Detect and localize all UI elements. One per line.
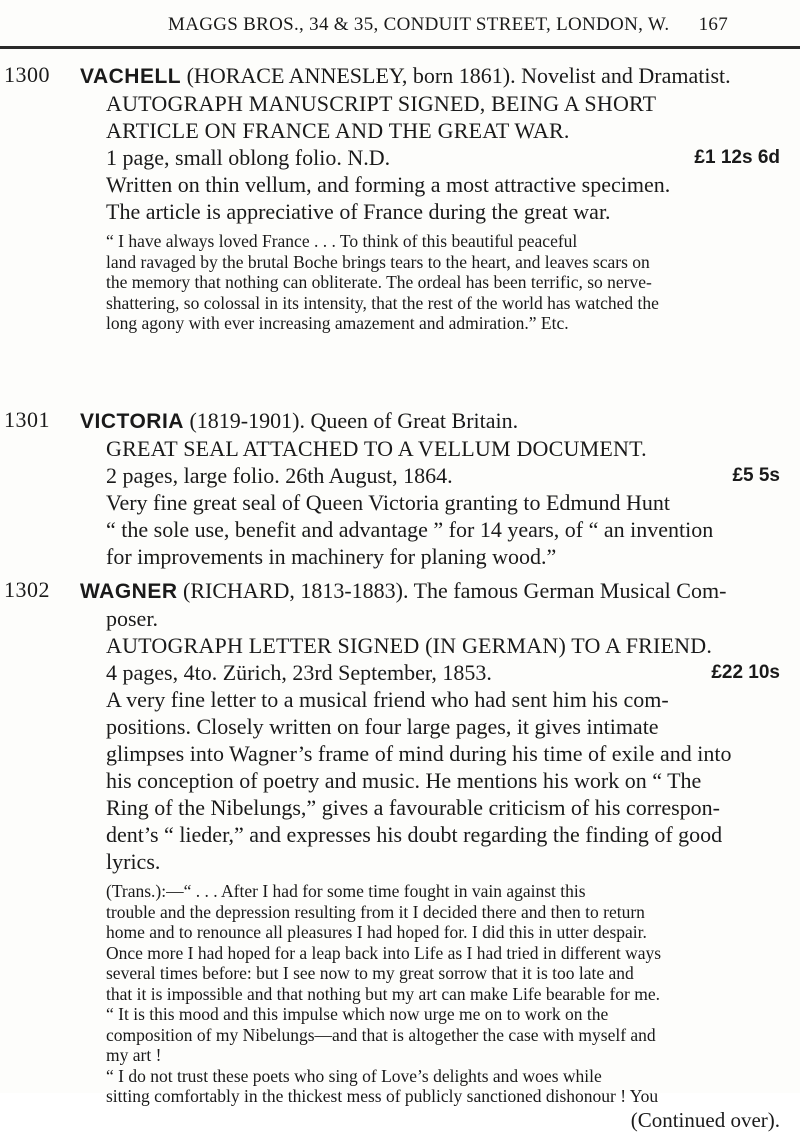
translation-line: that it is impossible and that nothing but my art can make Life bearable for me. [106,983,661,1004]
description-line: glimpses into Wagner’s frame of mind during his time of exile and into [106,741,732,766]
author-description: (HORACE ANNESLEY, born 1861). Novelist and Dramatist. [181,63,731,88]
quote-line: “ I have always loved France . . . To think of this beautiful peaceful [106,231,578,251]
running-header [168,14,728,36]
item-format-text: 2 pages, large folio. 26th August, 1864. [106,463,453,488]
item-format-text: 4 pages, 4to. Zürich, 23rd September, 1853. [106,660,492,685]
price: £1 12s 6d [694,147,780,168]
translation-line: sitting comfortably in the thickest mess of publicly sanctioned dishonour ! You [106,1086,659,1106]
entry-heading [80,407,780,435]
author-description: (RICHARD, 1813-1883). The famous German Musical Com- [177,578,727,603]
header-title: MAGGS BROS., 34 & 35, CONDUIT STREET, LONDON, W. [168,14,670,35]
description-line: dent’s “ lieder,” and expresses his doubt regarding the finding of good [106,822,723,847]
author-name: VICTORIA [80,410,184,433]
author-description-cont: poser. [106,606,158,631]
price: £5 5s [732,465,780,486]
translation-line: “ It is this mood and this impulse which now urge me on to work on the [106,1004,609,1024]
author-description: (1819-1901). Queen of Great Britain. [183,408,519,433]
item-title-line: GREAT SEAL ATTACHED TO A VELLUM DOCUMENT. [106,436,647,461]
item-format-text: 1 page, small oblong folio. N.D. [106,145,391,170]
item-format [80,462,780,489]
price: £22 10s [711,662,780,683]
item-title-line: ARTICLE ON FRANCE AND THE GREAT WAR. [106,118,570,143]
item-title-line: AUTOGRAPH MANUSCRIPT SIGNED, BEING A SHORT [106,91,657,116]
description-line: “ the sole use, benefit and advantage ” for 14 years, of “ an invention [106,517,714,542]
entry-heading [80,62,780,90]
translation-line: (Trans.):—“ . . . After I had for some time fought in vain against this [106,881,586,901]
quote-line: the memory that nothing can obliterate. The ordeal has been terrific, so nerve- [106,272,652,292]
continued-row [80,1107,780,1134]
author-name: VACHELL [80,65,182,88]
translation-line: composition of my Nibelungs—and that is altogether the case with myself and [106,1024,656,1045]
header-rule [0,46,800,49]
lot-number: 1300 [4,62,50,87]
description-line: lyrics. [106,849,161,874]
quote-line: long agony with ever increasing amazement and admiration.” Etc. [106,313,569,333]
translation-line: several times before: but I see now to my great sorrow that it is too late and [106,963,634,983]
description-line: The article is appreciative of France during the great war. [106,199,611,224]
translation-line: trouble and the depression resulting from it I decided there and then to return [106,901,645,922]
lot-number: 1302 [4,577,50,602]
entry-heading [80,577,780,605]
quote-line: shattering, so colossal in its intensity, that the rest of the world has watched the [106,292,659,313]
description-line: Very fine great seal of Queen Victoria granting to Edmund Hunt [106,490,670,515]
lot-number: 1301 [4,407,50,432]
page-number: 167 [698,14,728,35]
translation-line: “ I do not trust these poets who sing of Love’s delights and woes while [106,1065,602,1086]
continued-note: (Continued over). [630,1107,780,1132]
translation-line: my art ! [106,1045,162,1065]
description-line: for improvements in machinery for planing wood.” [106,544,557,569]
description-line: A very fine letter to a musical friend who had sent him his com- [106,687,669,712]
author-name: WAGNER [80,580,178,603]
description-line: Written on thin vellum, and forming a most attractive specimen. [106,172,671,197]
quote-line: land ravaged by the brutal Boche brings tears to the heart, and leaves scars on [106,251,650,272]
description-line: positions. Closely written on four large pages, it gives intimate [106,714,659,739]
item-format [80,144,780,171]
translation-line: home and to renounce all pleasures I had hoped for. I did this in utter despair. [106,922,647,942]
translation-line: Once more I had hoped for a leap back into Life as I had tried in different ways [106,942,662,963]
item-title-line: AUTOGRAPH LETTER SIGNED (IN GERMAN) TO A FRIEND. [106,633,713,658]
description-line: his conception of poetry and music. He mentions his work on “ The [106,768,702,793]
description-line: Ring of the Nibelungs,” gives a favourable criticism of his correspon- [106,795,721,820]
item-format [80,659,780,686]
